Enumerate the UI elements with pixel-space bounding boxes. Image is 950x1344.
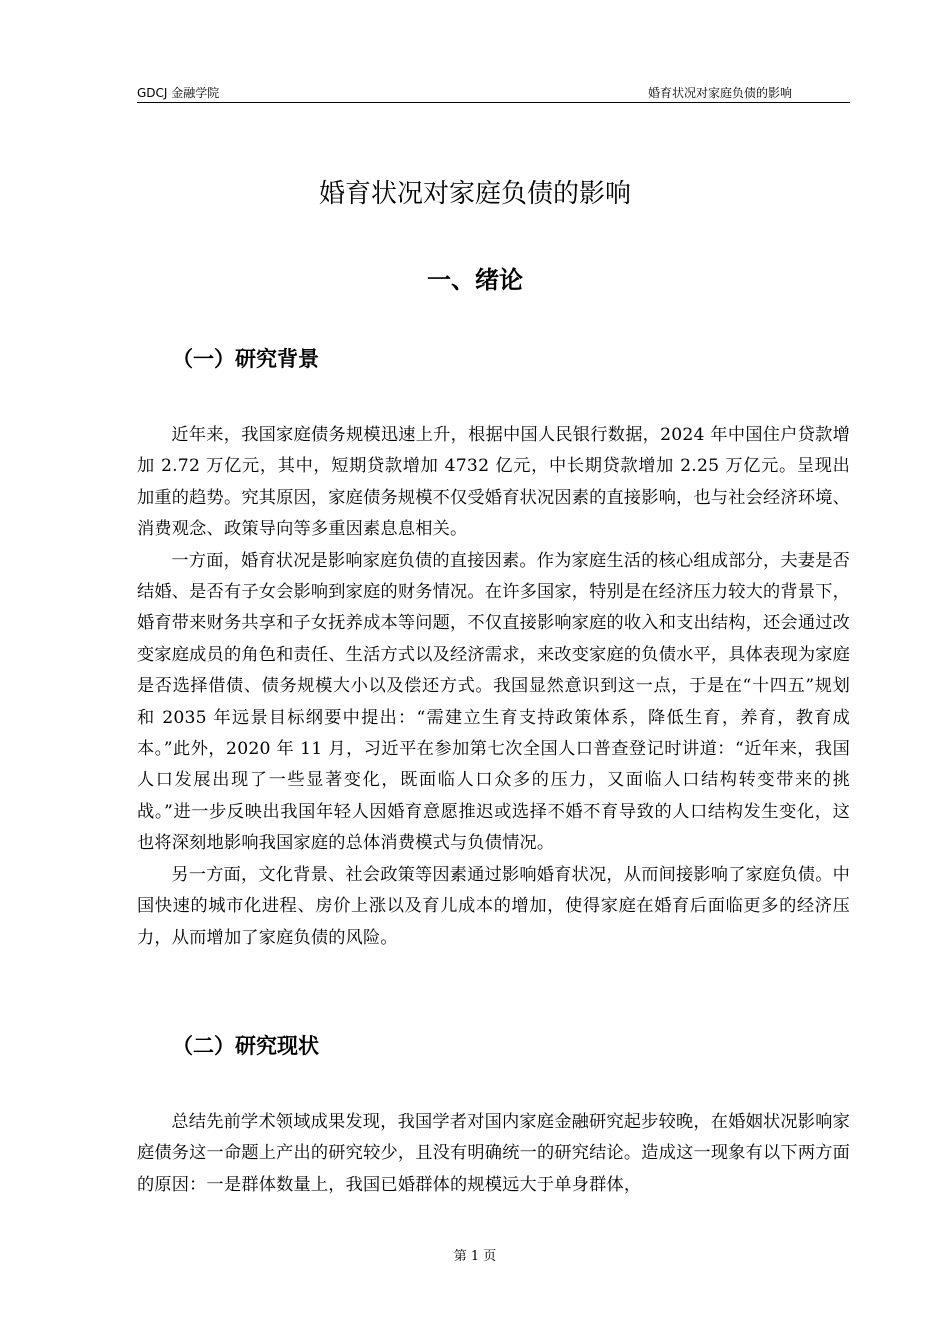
paragraph: 一方面，婚育状况是影响家庭负债的直接因素。作为家庭生活的核心组成部分，夫妻是否结婚、是否有子女会影响到家庭的财务情况。在许多国家，特别是在经济压力较大的背景下，婚育带来财务共享和子女抚养成本等问题，不仅直接影响家庭的收入和支出结构，还会通过改变家庭成员的角色和责任、生活方式以及经济需求，来改变家庭的负债水平，具体表现为家庭是否选择借债、债务规模大小以及偿还方式。我国显然意识到这一点，于是在“十四五”规划和 2035 年远景目标纲要中提出：“需建立生育支持政策体系，降低生育，养育，教育成本。”此外，2020 年 11 月，习近平在参加第七次全国人口普查登记时讲道：“近年来，我国人口发展出现了一些显著变化，既面临人口众多的压力，又面临人口结构转变带来的挑战。”进一步反映出我国年轻人因婚育意愿推迟或选择不婚不育导致的人口结构发生变化，这也将深刻地影响我国家庭的总体消费模式与负债情况。	[137, 550, 850, 854]
header-right-text: 婚育状况对家庭负债的影响	[647, 86, 792, 100]
paragraph: 另一方面，文化背景、社会政策等因素通过影响婚育状况，从而间接影响了家庭负债。中国快速的城市化进程、房价上涨以及育儿成本的增加，使得家庭在婚育后面临更多的经济压力，从而增加了家庭负债的风险。	[137, 864, 850, 948]
paragraph: 近年来，我国家庭债务规模迅速上升，根据中国人民银行数据，2024 年中国住户贷款增加 2.72 万亿元，其中，短期贷款增加 4732 亿元，中长期贷款增加 2.25 万亿元。呈现出加重的趋势。究其原因，家庭债务规模不仅受婚育状况因素的直接影响，也与社会经济环境、消费观念、政策导向等多重因素息息相关。	[137, 425, 850, 540]
background-body	[137, 420, 850, 954]
subsection-heading-status: （二）研究现状	[172, 1034, 319, 1058]
paragraph: 总结先前学术领域成果发现，我国学者对国内家庭金融研究起步较晚，在婚姻状况影响家庭债务这一命题上产出的研究较少，且没有明确统一的研究结论。造成这一现象有以下两方面的原因：一是群体数量上，我国已婚群体的规模远大于单身群体，	[137, 1112, 850, 1195]
page-header	[137, 86, 850, 103]
page-number: 第 1 页	[453, 1249, 497, 1264]
subsection-heading-background: （一）研究背景	[172, 347, 319, 371]
header-left-text: GDCJ 金融学院	[137, 86, 220, 100]
status-body	[137, 1107, 850, 1201]
document-title: 婚育状况对家庭负债的影响	[318, 179, 631, 209]
section-heading: 一、绪论	[427, 266, 523, 294]
